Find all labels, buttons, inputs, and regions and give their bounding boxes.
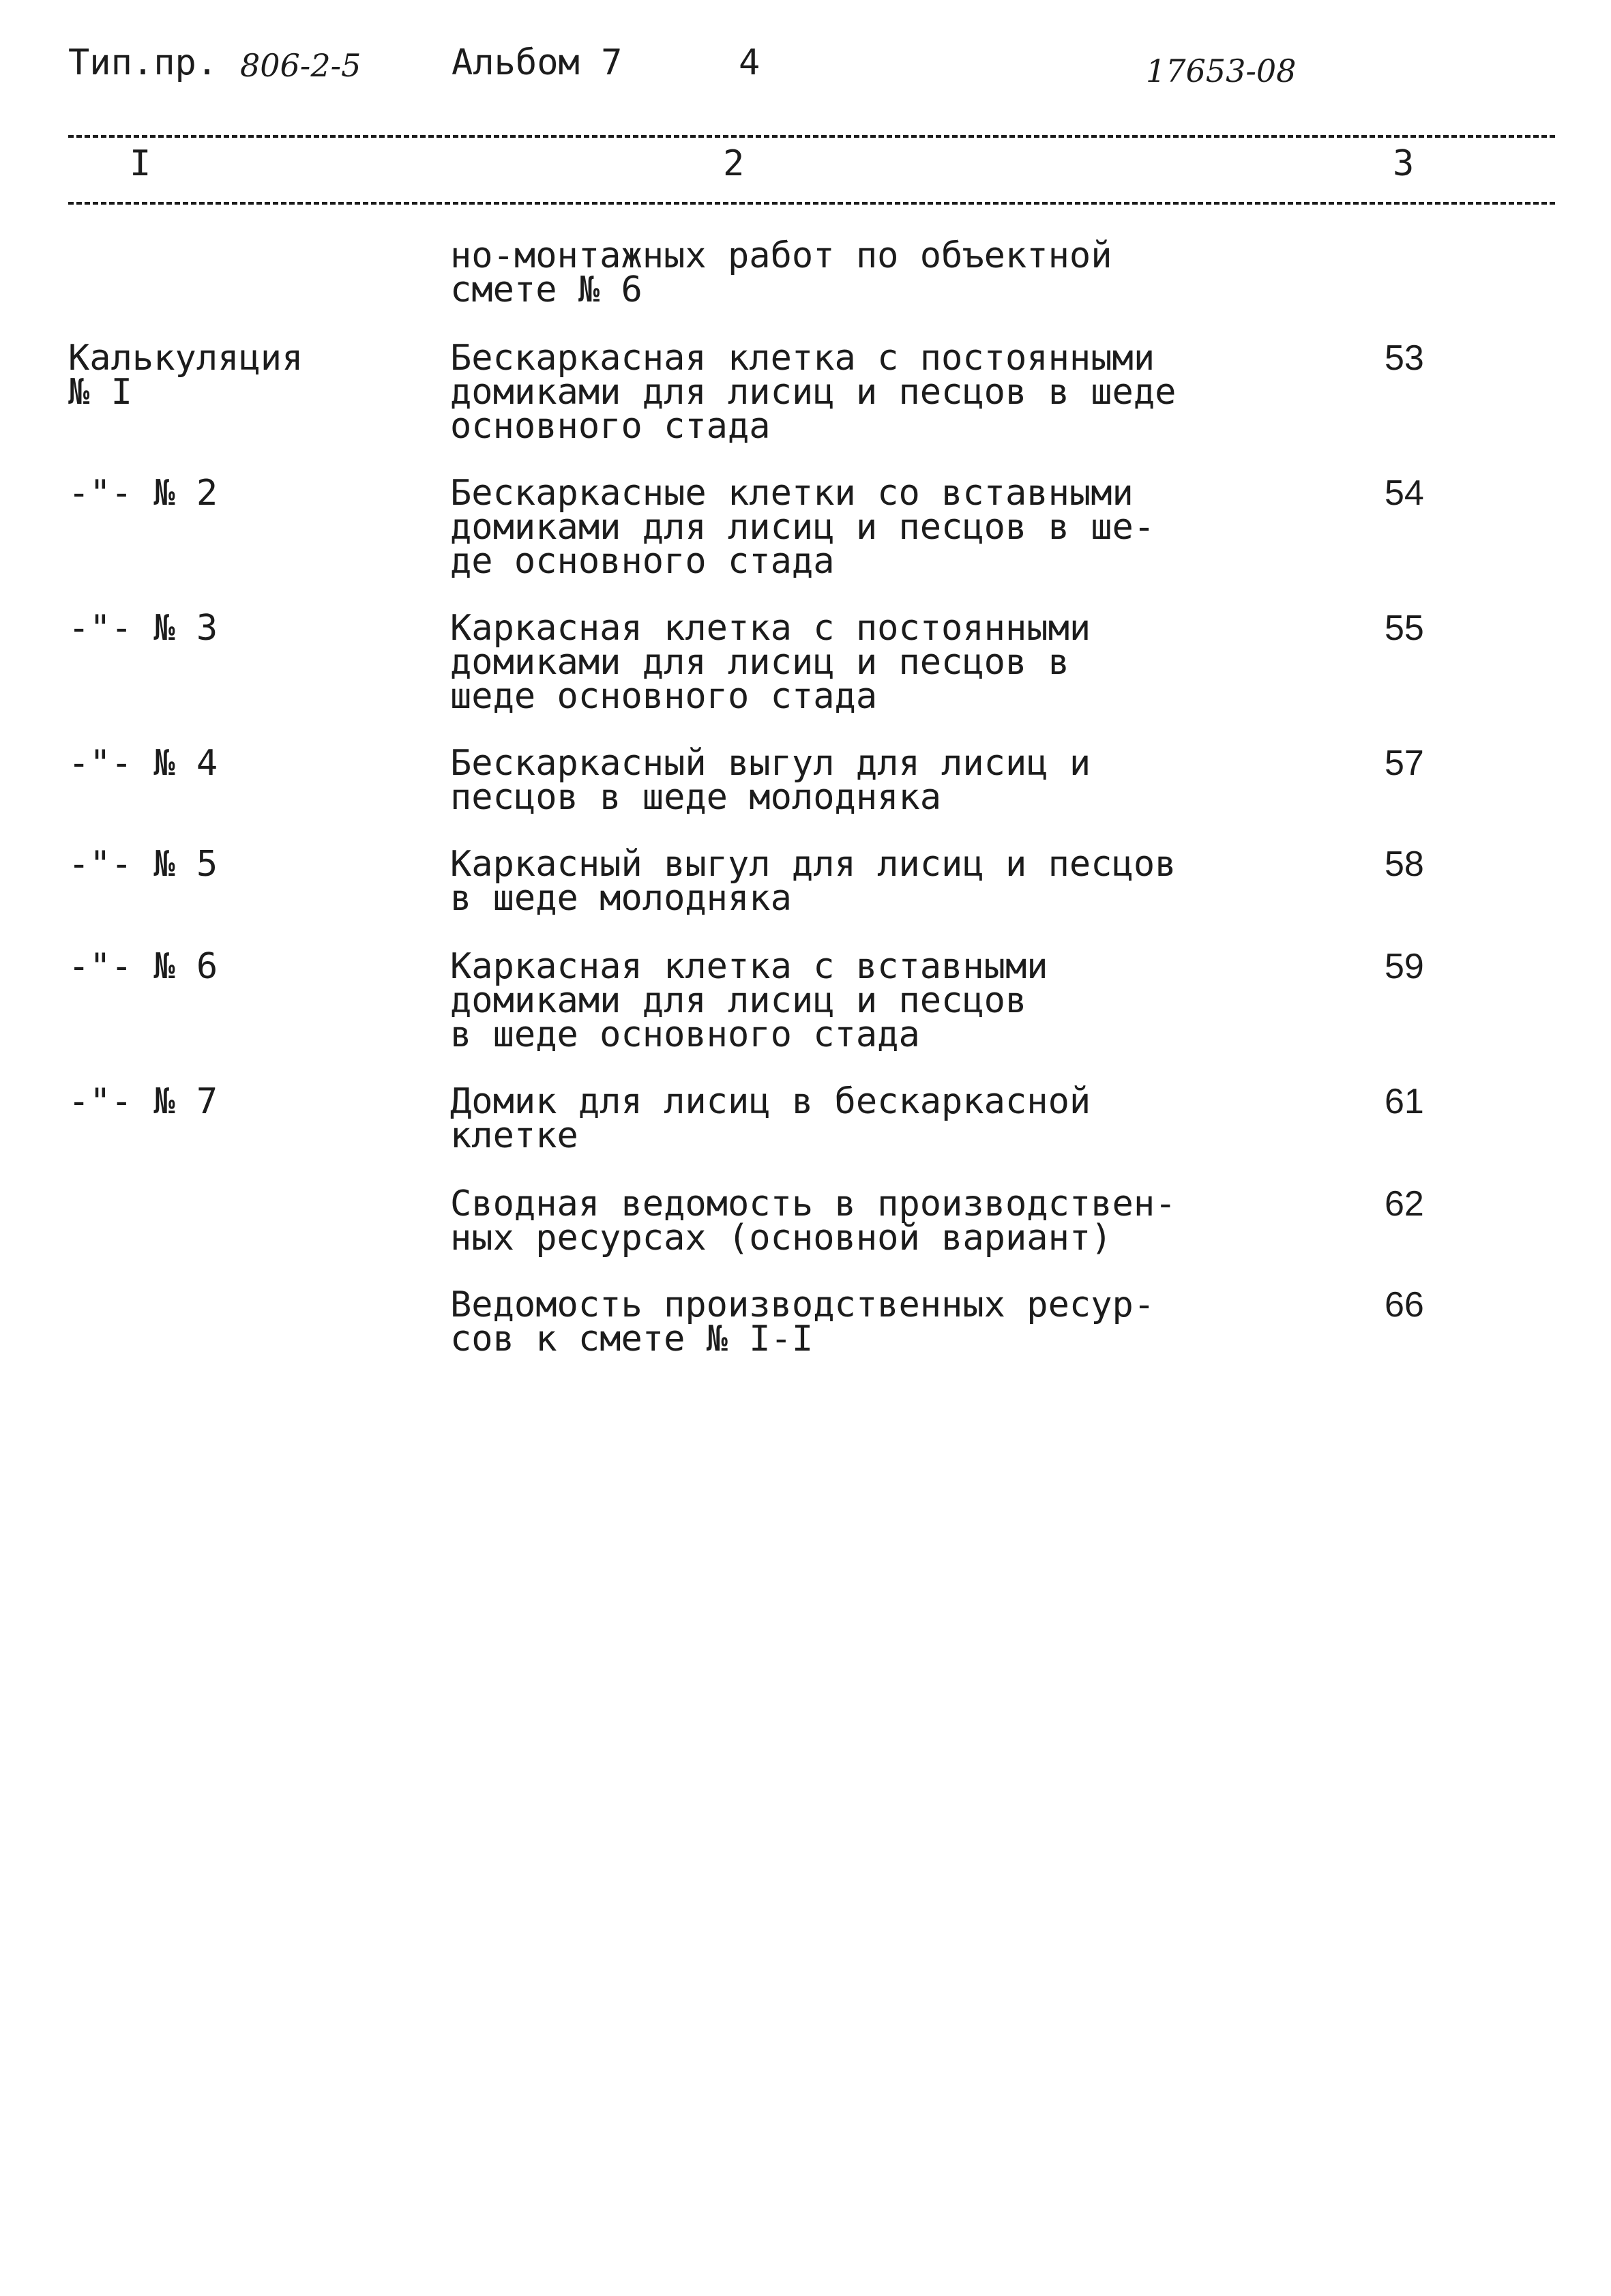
row-reference: -"- № 2 [68, 473, 218, 514]
row-description: но-монтажных работ по объектной смете № 6 [450, 235, 1112, 310]
row-description: Каркасный выгул для лисиц и песцов в шеде молодняка [450, 844, 1177, 919]
row-page: 55 [1385, 608, 1424, 648]
row-description: Бескаркасная клетка с постоянными домиками для лисиц и песцов в шеде основного стада [450, 338, 1177, 447]
row-page: 58 [1385, 844, 1424, 884]
column-header-3: 3 [1393, 143, 1415, 184]
row-description: Бескаркасные клетки со вставными домиками для лисиц и песцов в ше- де основного стада [450, 473, 1155, 582]
row-reference: -"- № 6 [68, 946, 218, 987]
row-description: Ведомость производственных ресур- сов к смете № I-I [450, 1284, 1155, 1359]
document-code-handwritten: 17653-08 [1146, 53, 1297, 89]
header-top-rule [68, 135, 1555, 138]
row-description: Домик для лисиц в бескаркасной клетке [450, 1081, 1091, 1156]
row-description: Каркасная клетка с постоянными домиками для лисиц и песцов в шеде основного стада [450, 608, 1091, 717]
project-type-label: Тип.пр. [68, 42, 218, 83]
row-page: 66 [1385, 1285, 1424, 1325]
row-description: Каркасная клетка с вставными домиками для лисиц и песцов в шеде основного стада [450, 946, 1048, 1055]
row-page: 53 [1385, 338, 1424, 378]
project-number-handwritten: 806-2-5 [240, 47, 361, 84]
row-reference: Калькуляция № I [68, 338, 304, 413]
row-reference: -"- № 4 [68, 743, 218, 784]
row-page: 62 [1385, 1184, 1424, 1224]
column-header-2: 2 [723, 143, 745, 184]
page-number: 4 [739, 42, 760, 83]
header-bottom-rule [68, 202, 1555, 205]
album-label: Альбом 7 [452, 42, 623, 83]
row-page: 59 [1385, 947, 1424, 986]
row-description: Сводная ведомость в производствен- ных ресурсах (основной вариант) [450, 1183, 1177, 1259]
row-description: Бескаркасный выгул для лисиц и песцов в шеде молодняка [450, 743, 1091, 818]
row-page: 57 [1385, 744, 1424, 783]
row-page: 54 [1385, 473, 1424, 513]
column-header-1: I [130, 143, 151, 184]
row-page: 61 [1385, 1082, 1424, 1121]
row-reference: -"- № 7 [68, 1081, 218, 1122]
row-reference: -"- № 5 [68, 844, 218, 885]
row-reference: -"- № 3 [68, 608, 218, 649]
